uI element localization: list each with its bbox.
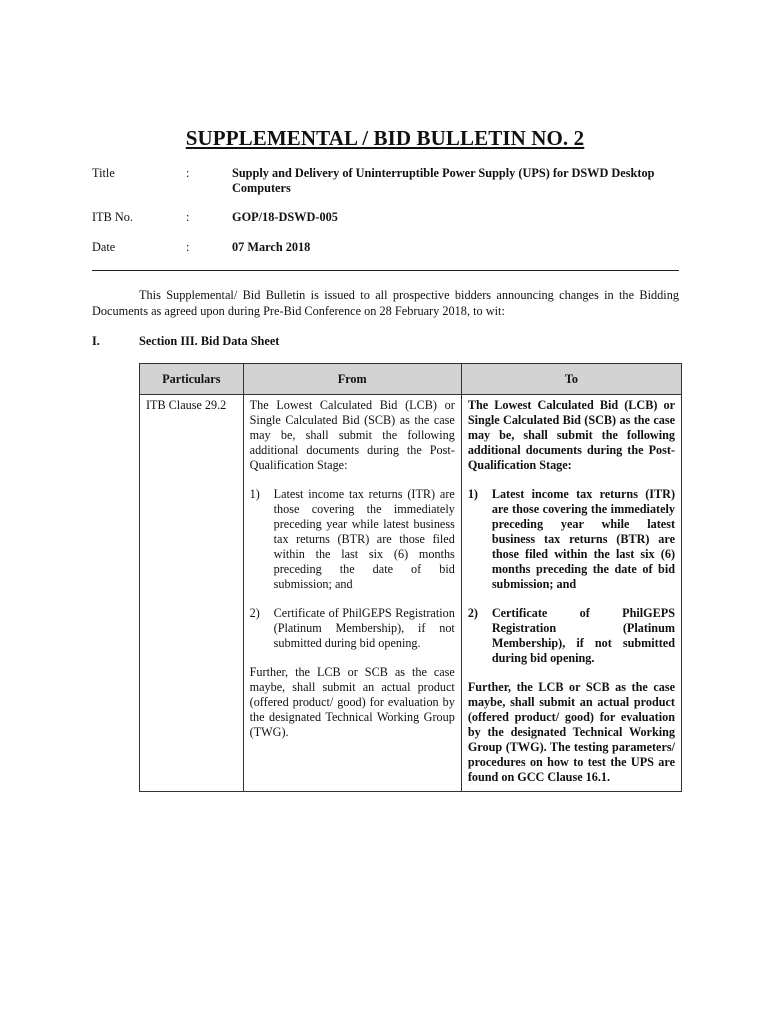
meta-label: ITB No.: [92, 210, 133, 224]
to-intro: The Lowest Calculated Bid (LCB) or Single Calculated Bid (SCB) as the case may be, shall submit the following additional documents during the Post-Qualification Stage:: [467, 398, 675, 472]
cell-from: [243, 395, 461, 792]
meta-value: Supply and Delivery of Uninterruptible Power Supply (UPS) for DSWD Desktop Computers: [232, 166, 655, 195]
list-item: [468, 606, 675, 666]
list-item: [468, 487, 675, 592]
item-number: 1): [467, 487, 478, 501]
item-text: Latest income tax returns (ITR) are those covering the immediately preceding year while latest business tax returns (BTR) are those filed within the last six (6) months preceding the date of bid submission; and: [491, 487, 675, 591]
meta-colon: :: [186, 240, 190, 254]
table-row: [140, 395, 682, 792]
bid-data-sheet-table: [139, 363, 682, 792]
meta-value: GOP/18-DSWD-005: [232, 210, 338, 224]
item-number: 1): [249, 487, 260, 501]
item-number: 2): [467, 606, 478, 620]
item-number: 2): [249, 606, 260, 620]
table-header-row: [140, 364, 682, 395]
from-closing: Further, the LCB or SCB as the case maybe, shall submit an actual product (offered product/ good) for evaluation by the designated Technical Working Group (TWG).: [249, 665, 455, 739]
from-item-list: [250, 487, 455, 651]
section-title: Section III. Bid Data Sheet: [139, 334, 280, 348]
list-item: [250, 487, 455, 592]
meta-colon: :: [186, 210, 190, 224]
item-text: Latest income tax returns (ITR) are those covering the immediately preceding year while latest business tax returns (BTR) are those filed within the last six (6) months preceding the date of bid submission; and: [273, 487, 455, 591]
bulletin-title: SUPPLEMENTAL / BID BULLETIN NO. 2: [185, 126, 585, 150]
header-particulars: Particulars: [140, 364, 244, 395]
intro-paragraph: This Supplemental/ Bid Bulletin is issued to all prospective bidders announcing changes in the Bidding Documents as agreed upon during Pre-Bid Conference on 28 February 2018, to wit:: [92, 288, 679, 318]
to-closing: Further, the LCB or SCB as the case maybe, shall submit an actual product (offered product/ good) for evaluation by the designated Technical Working Group (TWG). The testing parameters/ procedures on how to test the UPS are found on GCC Clause 16.1.: [467, 680, 675, 784]
meta-label: Date: [92, 240, 116, 254]
header-divider: [92, 270, 679, 271]
item-text: Certificate of PhilGEPS Registration (Platinum Membership), if not submitted during bid opening.: [491, 606, 675, 665]
meta-colon: :: [186, 166, 190, 180]
cell-particular: ITB Clause 29.2: [140, 395, 244, 792]
item-text: Certificate of PhilGEPS Registration (Platinum Membership), if not submitted during bid opening.: [273, 606, 455, 650]
to-item-list: [468, 487, 675, 666]
header-to: To: [461, 364, 681, 395]
section-number: I.: [92, 334, 100, 348]
from-intro: The Lowest Calculated Bid (LCB) or Single Calculated Bid (SCB) as the case may be, shall submit the following additional documents during the Post-Qualification Stage:: [249, 398, 455, 472]
list-item: [250, 606, 455, 651]
meta-value: 07 March 2018: [232, 240, 311, 254]
header-from: From: [243, 364, 461, 395]
cell-to: [461, 395, 681, 792]
meta-label: Title: [92, 166, 115, 180]
